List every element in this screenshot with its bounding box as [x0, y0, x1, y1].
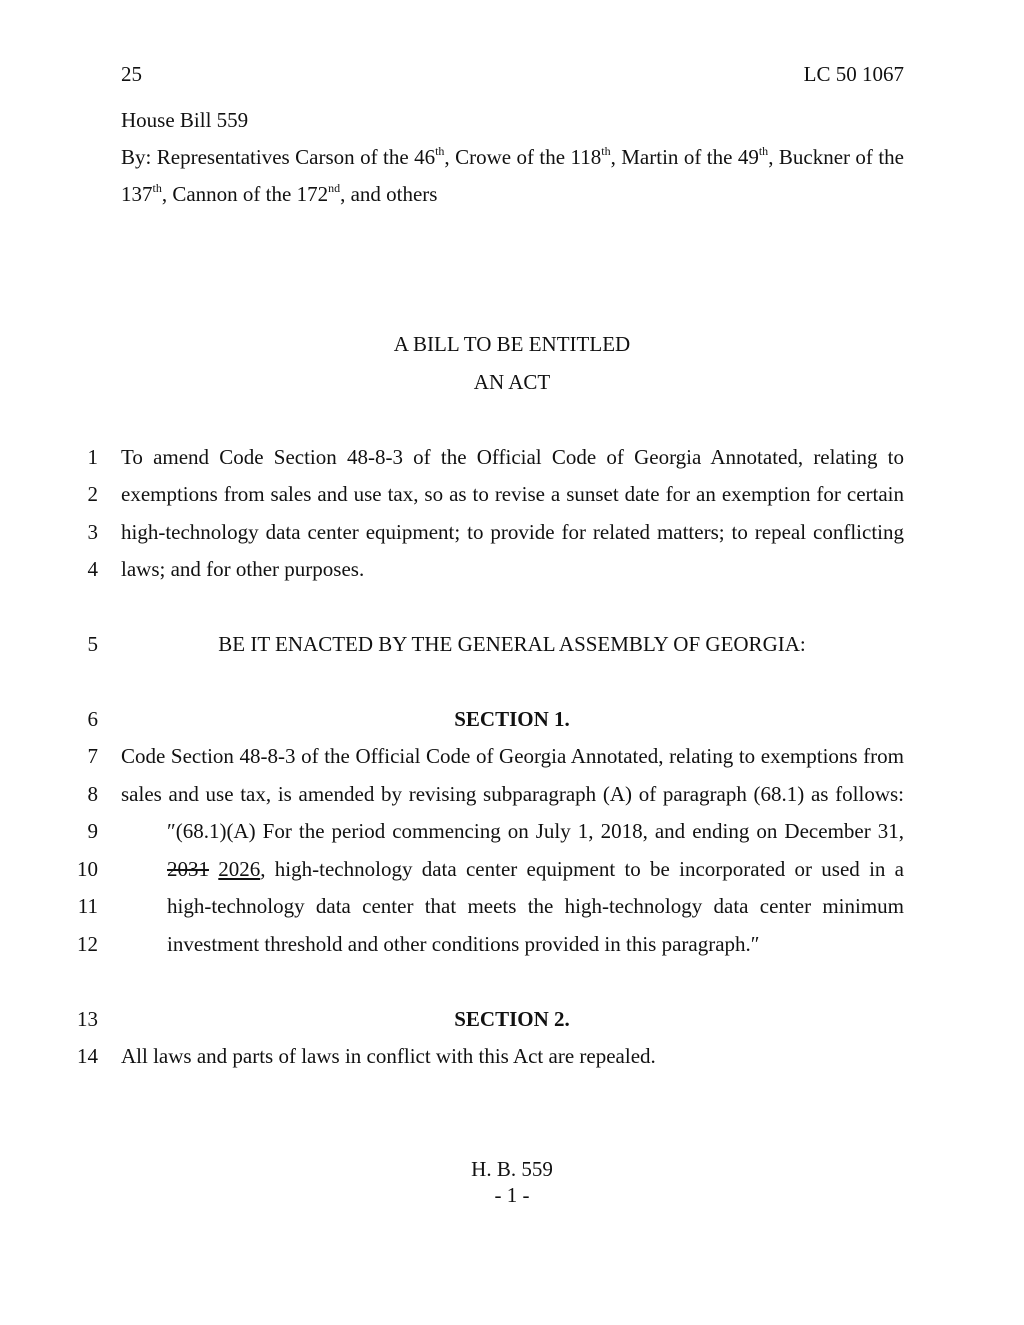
amended-line: 2031 2026, high-technology data center equipment to be incorporated or used in a — [167, 857, 905, 881]
footer-page-number: - 1 - — [494, 1183, 530, 1207]
body-line: ″(68.1)(A) For the period commencing on July 1, 2018, and ending on December 31, — [167, 819, 904, 843]
body-line: To amend Code Section 48-8-3 of the Official Code of Georgia Annotated, relating to — [121, 445, 904, 469]
line-number: 14 — [77, 1044, 98, 1068]
body-line: exemptions from sales and use tax, so as to revise a sunset date for an exemption for certain — [121, 482, 904, 506]
line-number: 12 — [77, 932, 98, 956]
body-line: investment threshold and other conditions provided in this paragraph.″ — [167, 932, 760, 956]
page-number-top: 25 — [121, 62, 142, 86]
struck-text: 2031 — [167, 857, 209, 881]
line-number: 1 — [87, 445, 98, 469]
line-number: 9 — [87, 819, 98, 843]
line-number: 2 — [87, 482, 98, 506]
line-number: 10 — [77, 857, 98, 881]
body-line: Code Section 48-8-3 of the Official Code of Georgia Annotated, relating to exemptions from — [121, 744, 904, 768]
line-number: 6 — [87, 707, 98, 731]
footer-bill-reference: H. B. 559 — [471, 1157, 553, 1181]
sponsors-line-1: By: Representatives Carson of the 46th, Crowe of the 118th, Martin of the 49th, Buckner of the — [121, 144, 905, 169]
body-line: high-technology data center equipment; to provide for related matters; to repeal conflicting — [121, 520, 904, 544]
body-line: All laws and parts of laws in conflict with this Act are repealed. — [121, 1044, 656, 1068]
section-2-heading: SECTION 2. — [454, 1007, 570, 1031]
act-heading: AN ACT — [473, 370, 551, 394]
sponsors-line-2: 137th, Cannon of the 172nd, and others — [121, 181, 438, 206]
inserted-text: 2026 — [218, 857, 261, 881]
body-line: laws; and for other purposes. — [121, 557, 365, 581]
document-code: LC 50 1067 — [803, 62, 904, 86]
bill-heading: A BILL TO BE ENTITLED — [393, 332, 631, 356]
line-number: 4 — [87, 557, 98, 581]
body-line: sales and use tax, is amended by revising subparagraph (A) of paragraph (68.1) as follows: — [121, 782, 904, 806]
line-number: 13 — [77, 1007, 98, 1031]
enacting-clause: BE IT ENACTED BY THE GENERAL ASSEMBLY OF GEORGIA: — [218, 632, 806, 656]
line-number: 7 — [87, 744, 98, 768]
body-line: high-technology data center that meets the high-technology data center minimum — [167, 894, 904, 918]
section-1-heading: SECTION 1. — [454, 707, 570, 731]
bill-title: House Bill 559 — [121, 108, 249, 132]
line-number: 5 — [87, 632, 98, 656]
line-number: 11 — [77, 894, 98, 918]
line-number: 8 — [87, 782, 98, 806]
line-number: 3 — [87, 520, 98, 544]
